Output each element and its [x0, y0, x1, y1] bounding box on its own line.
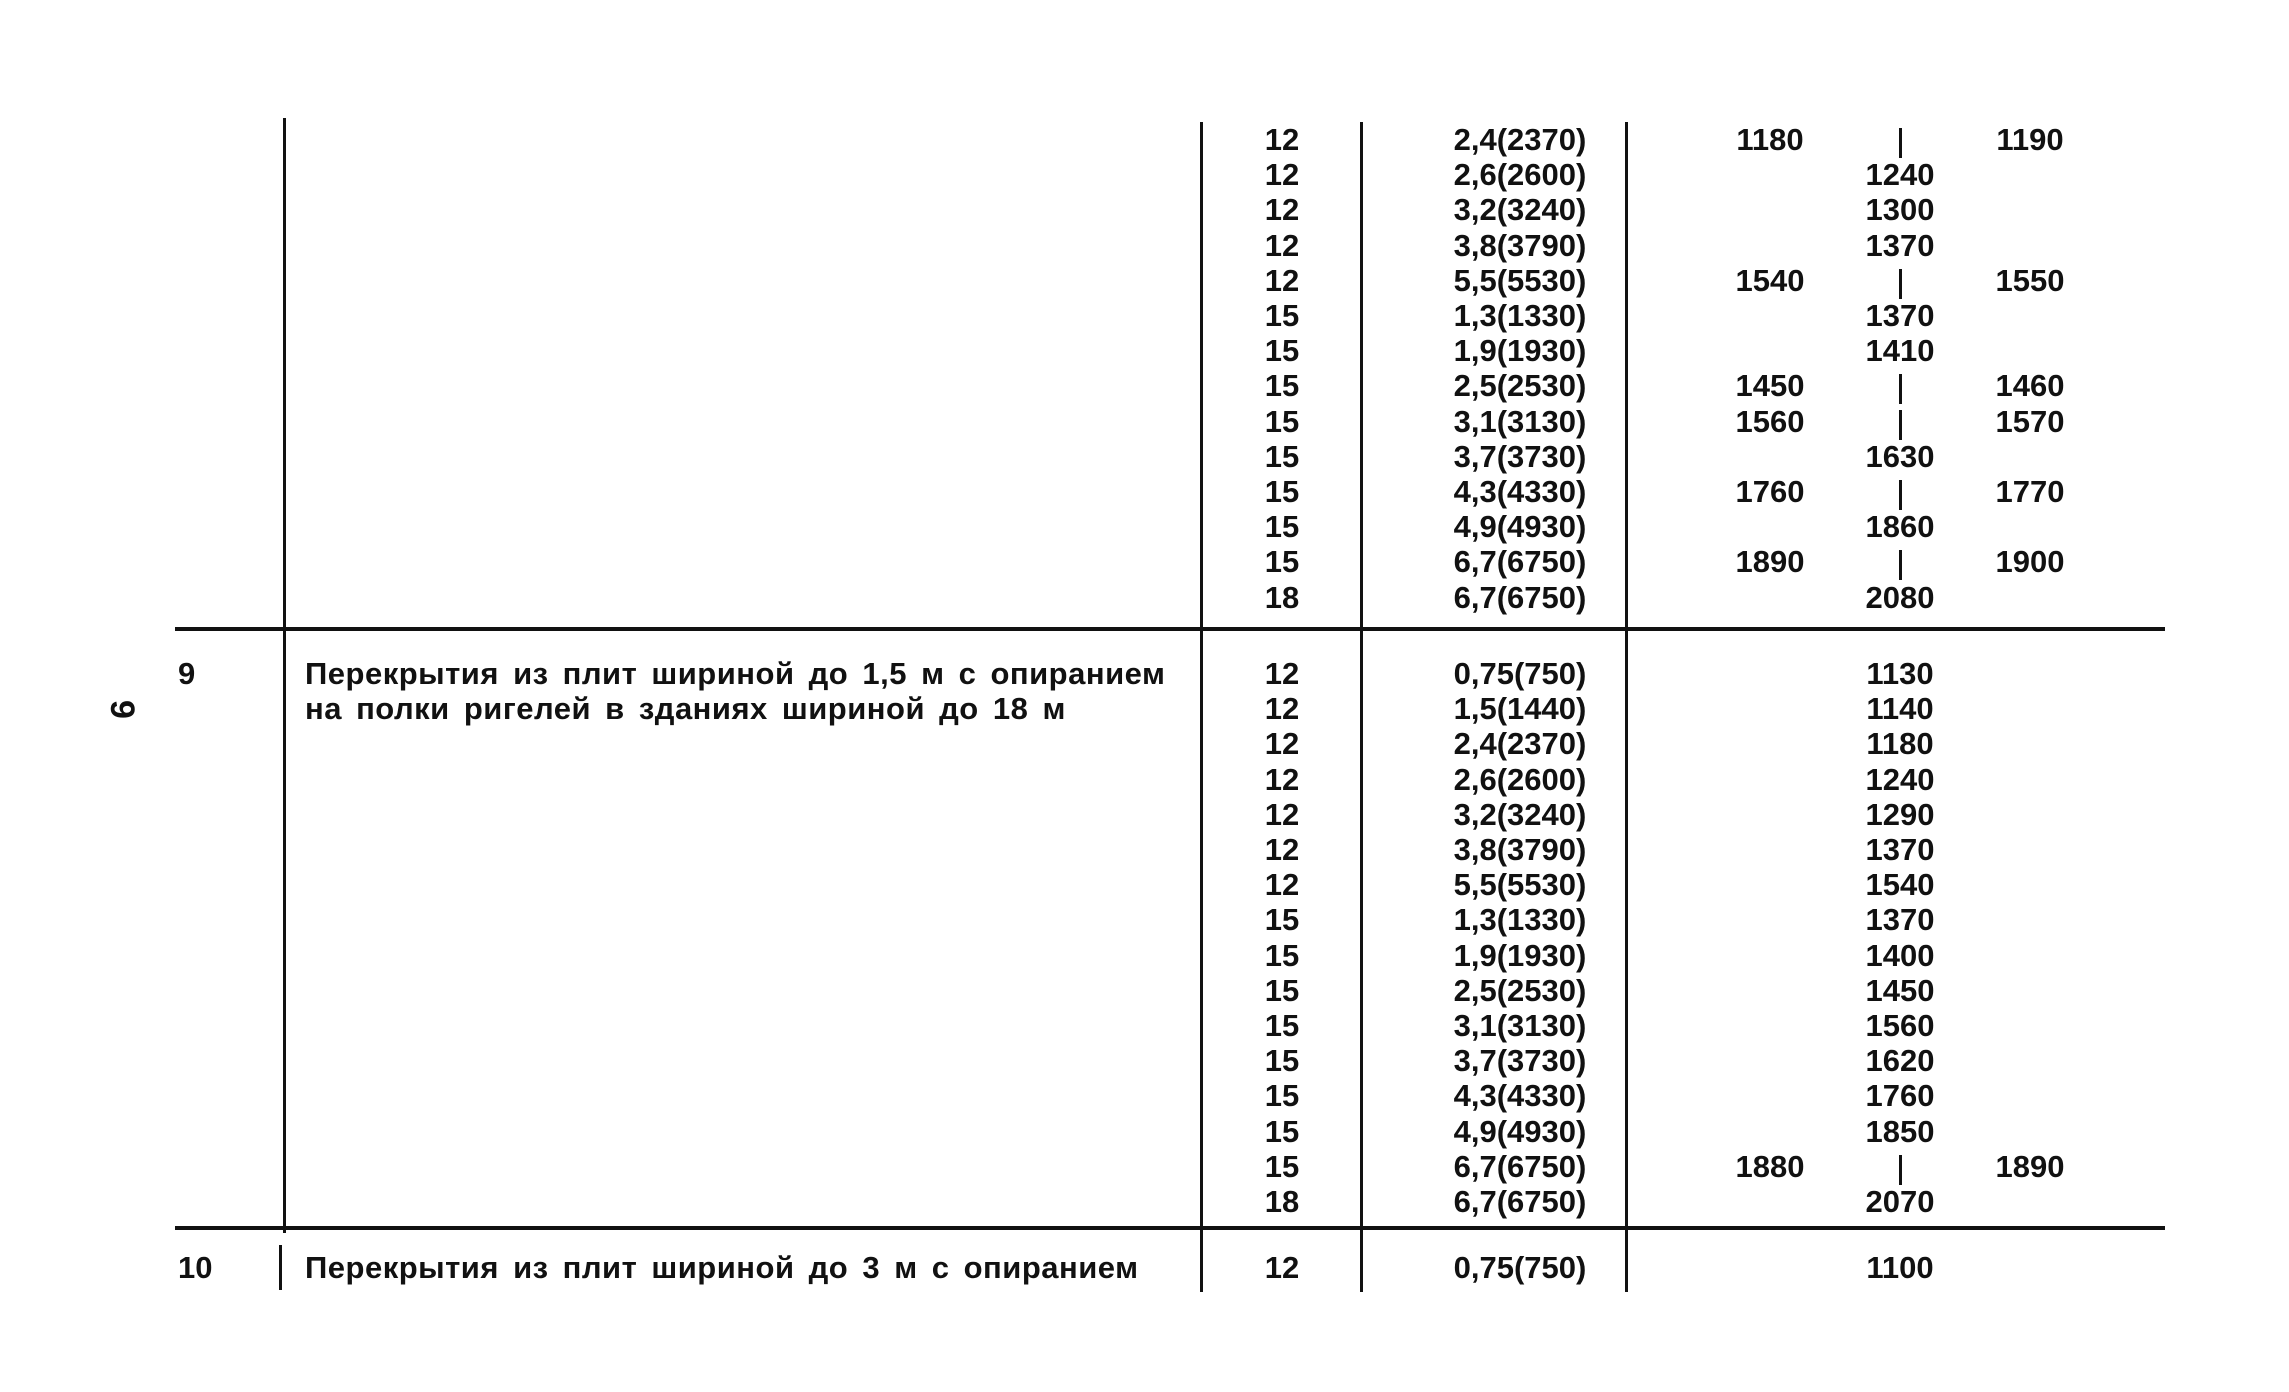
value-mid-cell: 1300: [1865, 192, 1935, 228]
thickness-cell: 15: [1264, 403, 1300, 439]
value-right-cell: 1190: [1996, 122, 2064, 157]
load-cell: 3,1(3130): [1453, 1008, 1587, 1043]
load-cell: 4,3(4330): [1453, 474, 1587, 509]
column-divider-1-bottom: [279, 1245, 282, 1290]
range-tick-mark: [1899, 480, 1902, 510]
value-mid-cell: 1630: [1865, 438, 1935, 474]
thickness-cell: 12: [1264, 227, 1300, 263]
thickness-cell: 15: [1264, 509, 1300, 545]
load-cell: 2,6(2600): [1453, 157, 1587, 193]
thickness-cell: 15: [1264, 368, 1300, 404]
load-cell: 4,9(4930): [1453, 1113, 1587, 1149]
load-cell: 5,5(5530): [1453, 867, 1587, 903]
value-mid-cell: 1180: [1866, 726, 1934, 762]
load-cell: 6,7(6750): [1453, 544, 1587, 580]
value-left-cell: 1180: [1736, 122, 1804, 157]
column-divider-2: [1200, 122, 1203, 1292]
thickness-cell: 15: [1264, 902, 1300, 938]
value-left-cell: 1890: [1735, 544, 1805, 580]
range-tick-mark: [1899, 128, 1902, 158]
load-cell: 3,7(3730): [1453, 438, 1587, 474]
load-cell: 3,2(3240): [1453, 192, 1587, 228]
load-cell: 1,3(1330): [1453, 902, 1587, 938]
value-mid-cell: 1760: [1865, 1078, 1935, 1114]
value-mid-cell: 1100: [1866, 1250, 1934, 1285]
load-cell: 4,3(4330): [1453, 1078, 1587, 1114]
range-tick-mark: [1899, 410, 1902, 440]
value-right-cell: 1770: [1995, 474, 2065, 509]
thickness-cell: 15: [1264, 937, 1300, 973]
thickness-cell: 15: [1264, 1078, 1300, 1114]
load-cell: 0,75(750): [1453, 656, 1587, 691]
value-mid-cell: 2080: [1865, 579, 1935, 615]
value-mid-cell: 1850: [1865, 1113, 1935, 1149]
load-cell: 1,9(1930): [1453, 333, 1587, 369]
value-mid-cell: 1410: [1865, 333, 1935, 369]
section-number: 9: [178, 656, 196, 691]
load-cell: 3,8(3790): [1453, 832, 1587, 867]
value-left-cell: 1450: [1735, 368, 1805, 404]
load-cell: 3,2(3240): [1453, 796, 1587, 832]
thickness-cell: 18: [1264, 1184, 1300, 1219]
section-description: на полки ригелей в зданиях шириной до 18 м: [305, 691, 1066, 727]
thickness-cell: 12: [1264, 192, 1300, 228]
value-mid-cell: 2070: [1865, 1184, 1935, 1219]
thickness-cell: 12: [1264, 1250, 1300, 1285]
load-cell: 3,7(3730): [1453, 1043, 1587, 1079]
thickness-cell: 12: [1264, 262, 1300, 298]
value-mid-cell: 1140: [1866, 691, 1934, 727]
column-divider-3: [1360, 122, 1363, 1292]
thickness-cell: 12: [1264, 796, 1300, 832]
load-cell: 2,6(2600): [1453, 761, 1587, 797]
range-tick-mark: [1899, 1155, 1902, 1185]
thickness-cell: 15: [1264, 1113, 1300, 1149]
section-separator-2: [175, 1226, 2165, 1230]
value-mid-cell: 1370: [1865, 902, 1935, 938]
section-number: 10: [178, 1250, 213, 1285]
value-mid-cell: 1560: [1865, 1008, 1935, 1043]
column-divider-1: [283, 118, 286, 1233]
load-cell: 2,4(2370): [1453, 122, 1587, 157]
load-cell: 0,75(750): [1453, 1250, 1587, 1285]
load-cell: 5,5(5530): [1453, 262, 1587, 298]
thickness-cell: 15: [1264, 298, 1300, 333]
section-description: Перекрытия из плит шириной до 1,5 м с опиранием: [305, 656, 1166, 691]
thickness-cell: 15: [1264, 1148, 1300, 1184]
value-mid-cell: 1240: [1865, 157, 1935, 193]
range-tick-mark: [1899, 550, 1902, 580]
value-right-cell: 1550: [1995, 262, 2065, 298]
thickness-cell: 12: [1264, 761, 1300, 797]
value-right-cell: 1460: [1995, 368, 2065, 404]
load-cell: 1,9(1930): [1453, 937, 1587, 973]
value-mid-cell: 1240: [1865, 761, 1935, 797]
thickness-cell: 15: [1264, 1043, 1300, 1079]
page-number: 9: [102, 700, 141, 719]
section-separator-1: [175, 627, 2165, 631]
section-description: Перекрытия из плит шириной до 3 м с опиранием: [305, 1250, 1139, 1285]
thickness-cell: 15: [1264, 438, 1300, 474]
thickness-cell: 12: [1264, 726, 1300, 762]
value-left-cell: 1560: [1735, 403, 1805, 439]
value-right-cell: 1570: [1995, 403, 2065, 439]
value-mid-cell: 1450: [1865, 972, 1935, 1008]
thickness-cell: 15: [1264, 544, 1300, 580]
load-cell: 2,4(2370): [1453, 726, 1587, 762]
value-mid-cell: 1290: [1865, 796, 1935, 832]
value-mid-cell: 1370: [1865, 227, 1935, 263]
value-mid-cell: 1860: [1865, 509, 1935, 545]
load-cell: 4,9(4930): [1453, 509, 1587, 545]
value-mid-cell: 1620: [1865, 1043, 1935, 1079]
value-mid-cell: 1370: [1865, 298, 1935, 333]
thickness-cell: 15: [1264, 333, 1300, 369]
range-tick-mark: [1899, 374, 1902, 404]
thickness-cell: 15: [1264, 972, 1300, 1008]
value-mid-cell: 1400: [1865, 937, 1935, 973]
thickness-cell: 12: [1264, 122, 1300, 157]
load-cell: 6,7(6750): [1453, 579, 1587, 615]
value-mid-cell: 1370: [1865, 832, 1935, 867]
value-mid-cell: 1540: [1865, 867, 1935, 903]
load-cell: 3,1(3130): [1453, 403, 1587, 439]
value-right-cell: 1890: [1995, 1148, 2065, 1184]
value-left-cell: 1880: [1735, 1148, 1805, 1184]
thickness-cell: 12: [1264, 832, 1300, 867]
thickness-cell: 15: [1264, 474, 1300, 509]
thickness-cell: 12: [1264, 867, 1300, 903]
load-cell: 2,5(2530): [1453, 368, 1587, 404]
thickness-cell: 15: [1264, 1008, 1300, 1043]
range-tick-mark: [1899, 269, 1902, 299]
thickness-cell: 12: [1264, 157, 1300, 193]
load-cell: 3,8(3790): [1453, 227, 1587, 263]
thickness-cell: 12: [1264, 656, 1300, 691]
value-right-cell: 1900: [1995, 544, 2065, 580]
thickness-cell: 18: [1264, 579, 1300, 615]
load-cell: 6,7(6750): [1453, 1148, 1587, 1184]
load-cell: 2,5(2530): [1453, 972, 1587, 1008]
value-left-cell: 1540: [1735, 262, 1805, 298]
load-cell: 6,7(6750): [1453, 1184, 1587, 1219]
value-mid-cell: 1130: [1866, 656, 1934, 691]
load-cell: 1,3(1330): [1453, 298, 1587, 333]
thickness-cell: 12: [1264, 691, 1300, 727]
load-cell: 1,5(1440): [1453, 691, 1587, 727]
value-left-cell: 1760: [1735, 474, 1805, 509]
